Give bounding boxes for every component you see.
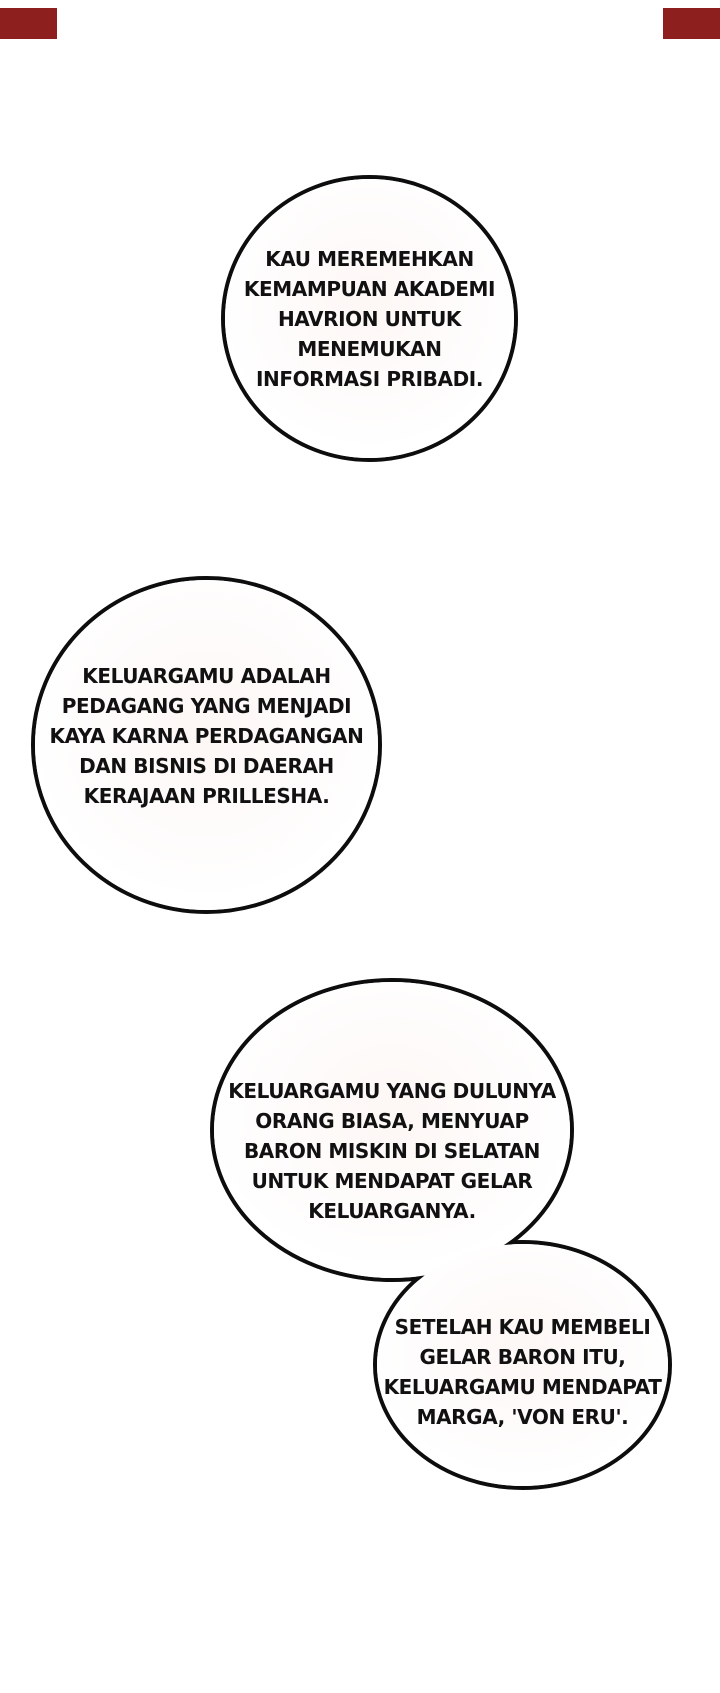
bubble-text-line: MARGA, 'VON ERU'. — [416, 1405, 629, 1429]
bubble-text-line: KAYA KARNA PERDAGANGAN — [49, 724, 364, 748]
bubble-text-line: ORANG BIASA, MENYUAP — [255, 1109, 529, 1133]
bubble-text-line: DAN BISNIS DI DAERAH — [79, 754, 334, 778]
bubble-text-line: MENEMUKAN — [297, 336, 442, 361]
speech-bubble-4-fill — [377, 1244, 668, 1486]
speech-bubble-3-fill — [214, 982, 570, 1278]
speech-bubble-1-fill — [225, 179, 514, 458]
bubble-text-line: KELUARGAMU YANG DULUNYA — [228, 1079, 556, 1103]
bubble-text-line: KELUARGANYA. — [308, 1199, 476, 1223]
bubble-text-line: KAU MEREMEHKAN — [265, 246, 474, 271]
bubble-text-line: INFORMASI PRIBADI. — [255, 366, 484, 391]
bubble-text-line: PEDAGANG YANG MENJADI — [61, 694, 352, 718]
bubble-text-line: BARON MISKIN DI SELATAN — [243, 1139, 541, 1163]
bubble-text-line: UNTUK MENDAPAT GELAR — [251, 1169, 533, 1193]
speech-bubble-2-fill — [35, 580, 378, 910]
bubble-text-line: KEMAMPUAN AKADEMI — [243, 276, 496, 301]
bubble-text-line: HAVRION UNTUK — [277, 306, 462, 331]
bubble-text-line: SETELAH KAU MEMBELI — [394, 1315, 651, 1339]
bubble-text-line: KERAJAAN PRILLESHA. — [83, 784, 330, 808]
bubble-text-line: GELAR BARON ITU, — [419, 1345, 626, 1369]
bubble-text-line: KELUARGAMU MENDAPAT — [383, 1375, 662, 1399]
bubble-text-line: KELUARGAMU ADALAH — [82, 664, 331, 688]
